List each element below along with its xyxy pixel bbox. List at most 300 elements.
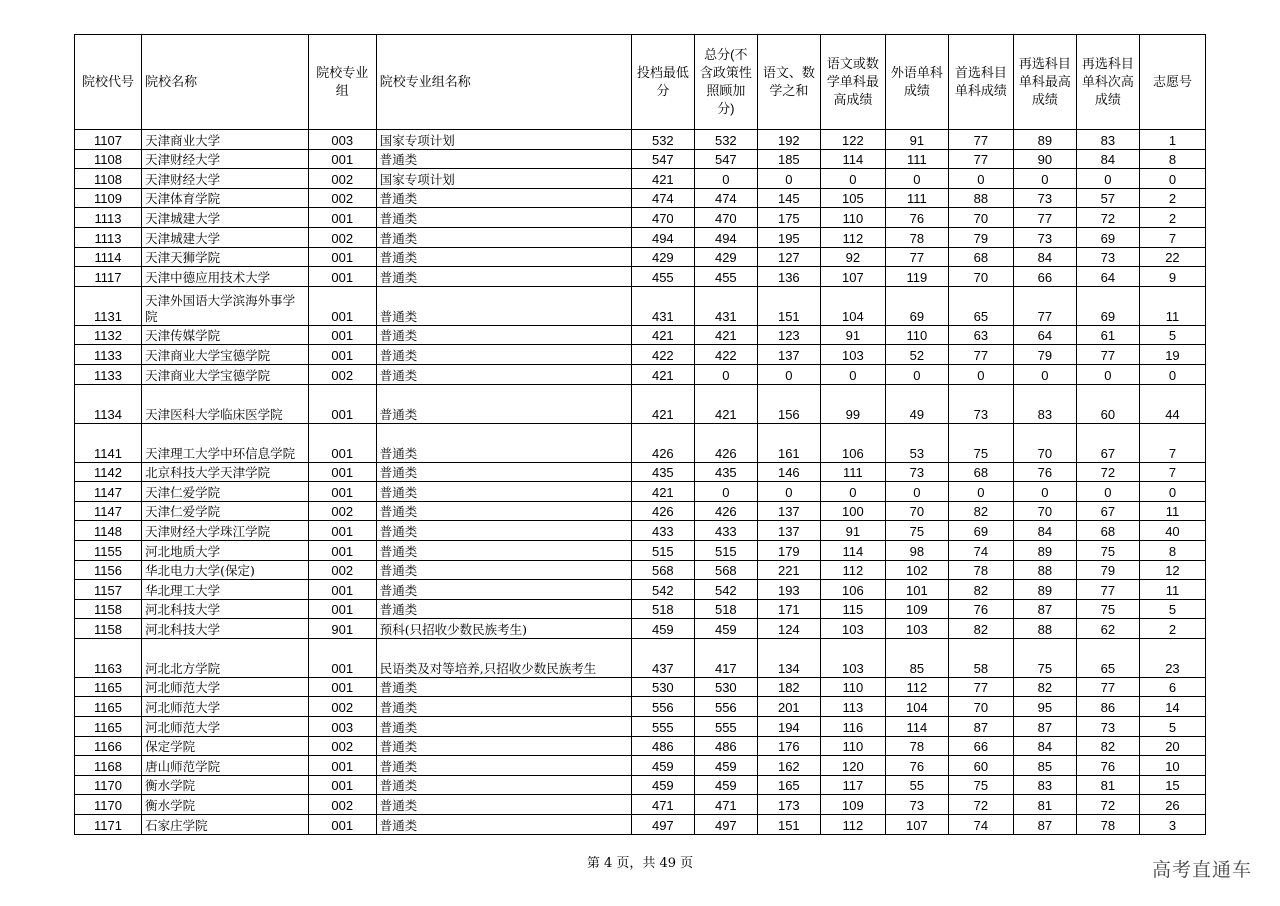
table-cell: 普通类	[376, 462, 631, 482]
column-header: 院校专业组名称	[376, 35, 631, 130]
table-cell: 0	[1076, 482, 1139, 502]
table-cell: 2	[1139, 619, 1205, 639]
table-cell: 0	[694, 482, 757, 502]
table-cell: 天津外国语大学滨海外事学院	[142, 286, 309, 325]
table-cell: 民语类及对等培养,只招收少数民族考生	[376, 638, 631, 677]
table-row	[75, 717, 1206, 737]
table-cell: 421	[631, 364, 694, 384]
table-row	[75, 521, 1206, 541]
table-cell: 88	[1013, 619, 1076, 639]
column-header: 投档最低分	[631, 35, 694, 130]
table-cell: 003	[308, 130, 376, 150]
table-cell: 547	[694, 149, 757, 169]
table-cell: 106	[820, 423, 885, 462]
table-cell: 普通类	[376, 795, 631, 815]
table-cell: 530	[694, 677, 757, 697]
table-row	[75, 423, 1206, 462]
table-cell: 1108	[75, 169, 142, 189]
table-cell: 001	[308, 482, 376, 502]
table-cell: 77	[948, 130, 1013, 150]
table-cell: 83	[1013, 775, 1076, 795]
table-cell: 435	[631, 462, 694, 482]
table-row	[75, 815, 1206, 835]
table-cell: 76	[1076, 756, 1139, 776]
table-cell: 79	[1076, 560, 1139, 580]
table-row	[75, 462, 1206, 482]
table-cell: 普通类	[376, 521, 631, 541]
table-cell: 431	[631, 286, 694, 325]
table-cell: 普通类	[376, 560, 631, 580]
table-cell: 2	[1139, 208, 1205, 228]
table-cell: 84	[1013, 736, 1076, 756]
column-header: 语文或数学单科最高成绩	[820, 35, 885, 130]
table-cell: 556	[694, 697, 757, 717]
table-row	[75, 325, 1206, 345]
table-cell: 0	[820, 482, 885, 502]
table-cell: 429	[694, 247, 757, 267]
table-cell: 14	[1139, 697, 1205, 717]
table-cell: 100	[820, 501, 885, 521]
table-cell: 901	[308, 619, 376, 639]
table-cell: 001	[308, 345, 376, 365]
table-cell: 1158	[75, 599, 142, 619]
table-cell: 64	[1013, 325, 1076, 345]
table-cell: 429	[631, 247, 694, 267]
table-row	[75, 736, 1206, 756]
table-cell: 74	[948, 815, 1013, 835]
table-cell: 1108	[75, 149, 142, 169]
table-row	[75, 149, 1206, 169]
table-cell: 134	[757, 638, 820, 677]
table-cell: 78	[885, 736, 948, 756]
table-cell: 422	[631, 345, 694, 365]
table-cell: 52	[885, 345, 948, 365]
table-cell: 60	[948, 756, 1013, 776]
table-row	[75, 619, 1206, 639]
table-cell: 459	[631, 775, 694, 795]
table-cell: 76	[885, 756, 948, 776]
table-cell: 1113	[75, 227, 142, 247]
table-cell: 78	[1076, 815, 1139, 835]
table-cell: 65	[948, 286, 1013, 325]
table-cell: 7	[1139, 462, 1205, 482]
table-cell: 176	[757, 736, 820, 756]
table-cell: 普通类	[376, 267, 631, 287]
table-cell: 151	[757, 815, 820, 835]
table-cell: 84	[1076, 149, 1139, 169]
table-cell: 天津天狮学院	[142, 247, 309, 267]
table-cell: 001	[308, 247, 376, 267]
column-header: 总分(不含政策性照顾加分)	[694, 35, 757, 130]
table-row	[75, 345, 1206, 365]
table-cell: 123	[757, 325, 820, 345]
table-cell: 103	[820, 638, 885, 677]
table-cell: 1147	[75, 482, 142, 502]
table-cell: 1165	[75, 677, 142, 697]
table-cell: 82	[948, 580, 1013, 600]
column-header: 志愿号	[1139, 35, 1205, 130]
table-cell: 89	[1013, 580, 1076, 600]
table-cell: 1133	[75, 345, 142, 365]
table-cell: 165	[757, 775, 820, 795]
table-cell: 109	[885, 599, 948, 619]
table-cell: 001	[308, 638, 376, 677]
table-cell: 0	[948, 364, 1013, 384]
table-cell: 0	[948, 169, 1013, 189]
table-cell: 0	[1076, 364, 1139, 384]
table-cell: 001	[308, 462, 376, 482]
table-cell: 石家庄学院	[142, 815, 309, 835]
table-cell: 63	[948, 325, 1013, 345]
table-cell: 华北电力大学(保定)	[142, 560, 309, 580]
table-cell: 103	[820, 619, 885, 639]
table-cell: 普通类	[376, 775, 631, 795]
table-cell: 001	[308, 775, 376, 795]
table-cell: 426	[694, 501, 757, 521]
table-cell: 70	[1013, 423, 1076, 462]
table-cell: 0	[885, 482, 948, 502]
table-cell: 437	[631, 638, 694, 677]
table-cell: 137	[757, 345, 820, 365]
table-cell: 151	[757, 286, 820, 325]
table-cell: 11	[1139, 580, 1205, 600]
table-cell: 179	[757, 540, 820, 560]
table-cell: 182	[757, 677, 820, 697]
table-cell: 0	[757, 364, 820, 384]
table-cell: 75	[885, 521, 948, 541]
table-cell: 124	[757, 619, 820, 639]
table-cell: 衡水学院	[142, 775, 309, 795]
table-cell: 84	[1013, 521, 1076, 541]
table-row	[75, 169, 1206, 189]
table-cell: 唐山师范学院	[142, 756, 309, 776]
table-row	[75, 638, 1206, 677]
table-cell: 470	[694, 208, 757, 228]
table-cell: 001	[308, 815, 376, 835]
table-cell: 预科(只招收少数民族考生)	[376, 619, 631, 639]
table-cell: 003	[308, 717, 376, 737]
table-cell: 1165	[75, 717, 142, 737]
table-cell: 192	[757, 130, 820, 150]
table-cell: 156	[757, 384, 820, 423]
table-cell: 天津医科大学临床医学院	[142, 384, 309, 423]
table-cell: 110	[820, 677, 885, 697]
table-cell: 普通类	[376, 325, 631, 345]
table-cell: 1168	[75, 756, 142, 776]
table-row	[75, 384, 1206, 423]
table-header-row	[75, 35, 1206, 130]
table-cell: 417	[694, 638, 757, 677]
table-cell: 0	[1013, 482, 1076, 502]
table-cell: 85	[1013, 756, 1076, 776]
table-cell: 华北理工大学	[142, 580, 309, 600]
table-row	[75, 677, 1206, 697]
page-footer: 第 4 页，共 49 页	[586, 856, 694, 871]
table-cell: 57	[1076, 188, 1139, 208]
table-cell: 20	[1139, 736, 1205, 756]
table-cell: 8	[1139, 149, 1205, 169]
table-cell: 431	[694, 286, 757, 325]
table-cell: 110	[885, 325, 948, 345]
table-cell: 112	[820, 227, 885, 247]
table-cell: 455	[631, 267, 694, 287]
table-cell: 普通类	[376, 815, 631, 835]
table-cell: 87	[1013, 717, 1076, 737]
table-cell: 10	[1139, 756, 1205, 776]
table-cell: 78	[885, 227, 948, 247]
table-cell: 49	[885, 384, 948, 423]
table-cell: 119	[885, 267, 948, 287]
table-cell: 5	[1139, 325, 1205, 345]
watermark-text: 高考直通车	[1151, 860, 1252, 881]
table-cell: 3	[1139, 815, 1205, 835]
column-header: 院校专业组	[308, 35, 376, 130]
column-header: 再选科目单科次高成绩	[1076, 35, 1139, 130]
table-cell: 1107	[75, 130, 142, 150]
table-cell: 421	[694, 384, 757, 423]
column-header: 外语单科成绩	[885, 35, 948, 130]
table-cell: 82	[1076, 736, 1139, 756]
table-cell: 69	[885, 286, 948, 325]
table-cell: 78	[948, 560, 1013, 580]
table-cell: 194	[757, 717, 820, 737]
table-cell: 天津仁爱学院	[142, 482, 309, 502]
table-cell: 1166	[75, 736, 142, 756]
table-cell: 515	[631, 540, 694, 560]
table-cell: 114	[820, 149, 885, 169]
table-cell: 河北师范大学	[142, 697, 309, 717]
table-cell: 001	[308, 677, 376, 697]
table-body	[75, 130, 1206, 835]
table-cell: 12	[1139, 560, 1205, 580]
table-cell: 8	[1139, 540, 1205, 560]
table-cell: 127	[757, 247, 820, 267]
table-cell: 70	[1013, 501, 1076, 521]
table-cell: 471	[694, 795, 757, 815]
table-cell: 0	[885, 364, 948, 384]
table-cell: 15	[1139, 775, 1205, 795]
table-cell: 69	[1076, 227, 1139, 247]
table-cell: 002	[308, 697, 376, 717]
table-cell: 普通类	[376, 227, 631, 247]
table-cell: 494	[694, 227, 757, 247]
table-cell: 77	[885, 247, 948, 267]
table-cell: 556	[631, 697, 694, 717]
table-cell: 0	[1013, 364, 1076, 384]
table-cell: 75	[1076, 540, 1139, 560]
table-cell: 146	[757, 462, 820, 482]
table-cell: 75	[1076, 599, 1139, 619]
table-cell: 26	[1139, 795, 1205, 815]
table-cell: 北京科技大学天津学院	[142, 462, 309, 482]
table-cell: 5	[1139, 599, 1205, 619]
table-cell: 1155	[75, 540, 142, 560]
table-cell: 459	[631, 756, 694, 776]
table-cell: 普通类	[376, 482, 631, 502]
table-cell: 0	[757, 482, 820, 502]
table-cell: 40	[1139, 521, 1205, 541]
table-cell: 89	[1013, 130, 1076, 150]
table-cell: 103	[820, 345, 885, 365]
table-cell: 112	[885, 677, 948, 697]
table-cell: 1117	[75, 267, 142, 287]
table-cell: 106	[820, 580, 885, 600]
table-cell: 天津城建大学	[142, 227, 309, 247]
table-cell: 421	[631, 384, 694, 423]
table-cell: 天津商业大学宝德学院	[142, 345, 309, 365]
table-cell: 66	[1013, 267, 1076, 287]
table-cell: 天津理工大学中环信息学院	[142, 423, 309, 462]
table-cell: 87	[1013, 815, 1076, 835]
table-cell: 421	[631, 325, 694, 345]
table-cell: 86	[1076, 697, 1139, 717]
table-cell: 1170	[75, 795, 142, 815]
table-cell: 1134	[75, 384, 142, 423]
table-cell: 天津商业大学宝德学院	[142, 364, 309, 384]
table-cell: 109	[820, 795, 885, 815]
table-cell: 1141	[75, 423, 142, 462]
table-cell: 90	[1013, 149, 1076, 169]
table-cell: 95	[1013, 697, 1076, 717]
table-cell: 120	[820, 756, 885, 776]
table-cell: 145	[757, 188, 820, 208]
table-cell: 459	[694, 619, 757, 639]
table-cell: 103	[885, 619, 948, 639]
table-cell: 0	[1139, 482, 1205, 502]
table-cell: 普通类	[376, 677, 631, 697]
table-cell: 67	[1076, 501, 1139, 521]
table-cell: 73	[1013, 188, 1076, 208]
table-cell: 002	[308, 736, 376, 756]
table-cell: 77	[1076, 345, 1139, 365]
table-cell: 001	[308, 521, 376, 541]
table-cell: 568	[631, 560, 694, 580]
table-cell: 普通类	[376, 188, 631, 208]
table-cell: 普通类	[376, 208, 631, 228]
table-cell: 101	[885, 580, 948, 600]
table-cell: 002	[308, 364, 376, 384]
table-cell: 175	[757, 208, 820, 228]
table-cell: 国家专项计划	[376, 169, 631, 189]
admission-score-table	[74, 34, 1206, 835]
table-row	[75, 775, 1206, 795]
table-row	[75, 364, 1206, 384]
table-cell: 002	[308, 560, 376, 580]
table-cell: 70	[885, 501, 948, 521]
table-cell: 普通类	[376, 756, 631, 776]
table-cell: 70	[948, 208, 1013, 228]
table-cell: 72	[1076, 795, 1139, 815]
table-cell: 88	[1013, 560, 1076, 580]
table-row	[75, 208, 1206, 228]
table-cell: 107	[820, 267, 885, 287]
table-cell: 77	[1013, 286, 1076, 325]
table-cell: 114	[820, 540, 885, 560]
table-cell: 001	[308, 423, 376, 462]
table-cell: 162	[757, 756, 820, 776]
table-cell: 105	[820, 188, 885, 208]
table-cell: 1157	[75, 580, 142, 600]
table-cell: 532	[694, 130, 757, 150]
table-cell: 75	[1013, 638, 1076, 677]
table-cell: 116	[820, 717, 885, 737]
table-cell: 0	[948, 482, 1013, 502]
table-row	[75, 580, 1206, 600]
table-cell: 72	[1076, 208, 1139, 228]
table-cell: 001	[308, 286, 376, 325]
table-cell: 173	[757, 795, 820, 815]
table-cell: 河北科技大学	[142, 619, 309, 639]
table-cell: 542	[631, 580, 694, 600]
table-cell: 7	[1139, 423, 1205, 462]
table-cell: 002	[308, 501, 376, 521]
table-row	[75, 697, 1206, 717]
table-cell: 104	[820, 286, 885, 325]
table-cell: 421	[694, 325, 757, 345]
table-cell: 555	[694, 717, 757, 737]
table-cell: 0	[1013, 169, 1076, 189]
table-cell: 114	[885, 717, 948, 737]
table-cell: 76	[948, 599, 1013, 619]
table-cell: 天津传媒学院	[142, 325, 309, 345]
table-cell: 11	[1139, 286, 1205, 325]
table-cell: 天津财经大学	[142, 169, 309, 189]
table-row	[75, 482, 1206, 502]
table-cell: 82	[948, 501, 1013, 521]
table-cell: 河北师范大学	[142, 677, 309, 697]
table-row	[75, 227, 1206, 247]
table-cell: 568	[694, 560, 757, 580]
table-cell: 天津中德应用技术大学	[142, 267, 309, 287]
table-row	[75, 286, 1206, 325]
table-cell: 普通类	[376, 286, 631, 325]
table-cell: 68	[948, 247, 1013, 267]
table-cell: 66	[948, 736, 1013, 756]
table-cell: 474	[631, 188, 694, 208]
table-cell: 1132	[75, 325, 142, 345]
table-row	[75, 540, 1206, 560]
table-cell: 5	[1139, 717, 1205, 737]
table-row	[75, 130, 1206, 150]
table-row	[75, 560, 1206, 580]
table-cell: 0	[694, 364, 757, 384]
table-cell: 天津财经大学珠江学院	[142, 521, 309, 541]
table-cell: 459	[694, 775, 757, 795]
table-cell: 国家专项计划	[376, 130, 631, 150]
column-header: 语文、数学之和	[757, 35, 820, 130]
table-cell: 1142	[75, 462, 142, 482]
table-cell: 193	[757, 580, 820, 600]
table-cell: 河北科技大学	[142, 599, 309, 619]
table-cell: 88	[948, 188, 1013, 208]
table-cell: 459	[631, 619, 694, 639]
table-cell: 91	[820, 325, 885, 345]
table-cell: 普通类	[376, 599, 631, 619]
table-cell: 天津仁爱学院	[142, 501, 309, 521]
table-cell: 82	[1013, 677, 1076, 697]
table-cell: 117	[820, 775, 885, 795]
table-cell: 1171	[75, 815, 142, 835]
table-cell: 555	[631, 717, 694, 737]
table-cell: 002	[308, 795, 376, 815]
table-cell: 91	[885, 130, 948, 150]
table-cell: 122	[820, 130, 885, 150]
table-cell: 111	[885, 188, 948, 208]
table-cell: 81	[1076, 775, 1139, 795]
table-cell: 69	[1076, 286, 1139, 325]
table-cell: 89	[1013, 540, 1076, 560]
table-cell: 1156	[75, 560, 142, 580]
